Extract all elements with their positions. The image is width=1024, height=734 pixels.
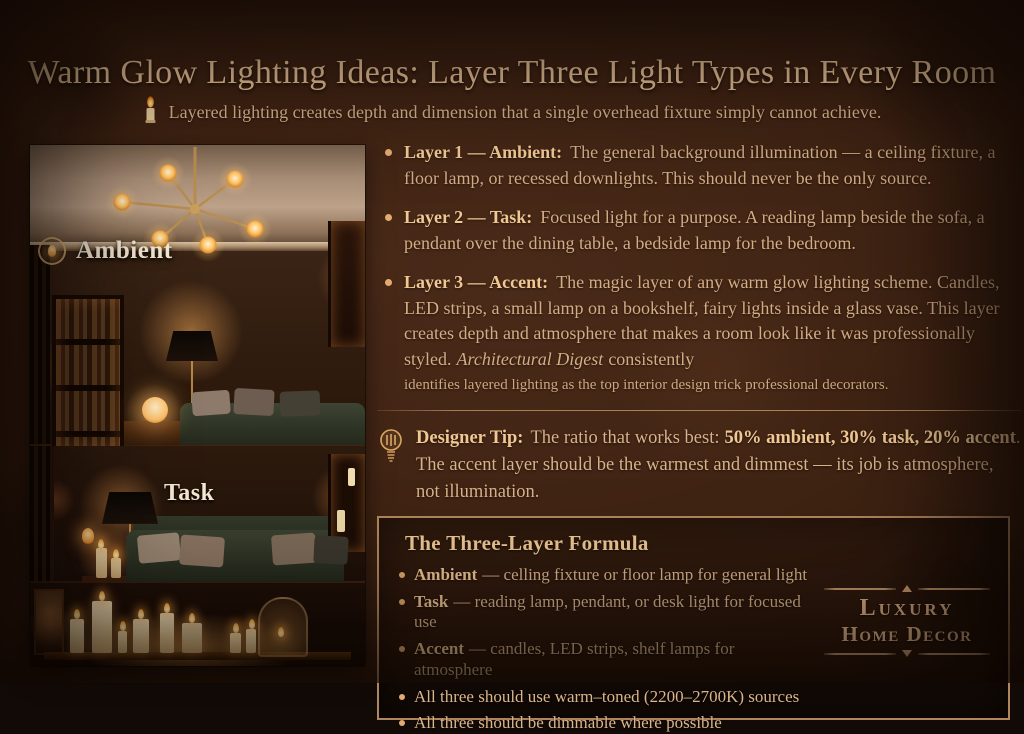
flame — [138, 609, 144, 619]
candle — [92, 601, 112, 653]
citation-architectural-digest: Architectural Digest — [456, 348, 604, 369]
formula-term: Accent — [414, 639, 465, 659]
subtitle-row — [0, 96, 1024, 129]
lightbulb-icon — [379, 428, 403, 507]
formula-desc: — celling fixture or floor lamp for general light — [482, 565, 808, 584]
tip-heading: Designer Tip: — [416, 428, 524, 448]
logo-ornament-top — [824, 585, 990, 592]
layer-2-body: Focused light for a purpose. A reading lamp beside the sofa, a pendant over the dining table, a bedside lamp for the bedroom. — [404, 207, 985, 253]
bullet-dot — [385, 279, 392, 286]
tip-rest: . The accent layer should be the warmest and dimmest — its job is atmosphere, not illumination. — [416, 428, 1021, 503]
flame — [278, 627, 284, 637]
pillow — [280, 390, 321, 416]
flame — [99, 591, 105, 601]
formula-list — [397, 565, 809, 734]
logo-ornament-bottom — [824, 650, 990, 657]
layer-list — [383, 140, 1015, 411]
formula-heading: The Three-Layer Formula — [405, 531, 649, 555]
bullet-dot — [399, 572, 405, 578]
candle-glass — [182, 623, 202, 653]
layer-1-heading: Layer 1 — Ambient: — [404, 142, 563, 162]
ambient-label: Ambient — [76, 237, 173, 264]
formula-item — [397, 592, 809, 633]
photo-task-room — [30, 446, 365, 581]
flame — [74, 609, 80, 619]
designer-tip — [379, 425, 1021, 507]
bookshelf — [52, 295, 124, 451]
formula-item — [397, 639, 809, 680]
luxury-home-decor-logo — [822, 582, 992, 660]
curtain — [30, 245, 50, 444]
bullet-dot — [385, 149, 392, 156]
layer-3-footnote: identifies layered lighting as the top interior design trick professional decorators. — [404, 377, 889, 394]
bullet-dot — [385, 214, 392, 221]
globe-table-lamp — [142, 397, 168, 423]
flame — [164, 603, 170, 613]
flame — [113, 549, 119, 559]
photo-accent-candles — [30, 583, 365, 666]
candle — [118, 631, 127, 653]
pillow — [313, 535, 348, 565]
glass-cloche — [258, 597, 308, 657]
candle — [348, 468, 355, 486]
layer-3-heading: Layer 3 — Accent: — [404, 272, 549, 293]
bulb-circle-icon — [38, 237, 66, 265]
task-lamp-shade — [102, 492, 158, 524]
candle — [96, 548, 107, 578]
bullet-dot — [399, 694, 405, 700]
layer-1-item — [383, 140, 1015, 191]
candle — [111, 558, 121, 578]
pillow — [137, 532, 181, 564]
formula-term: Task — [414, 591, 449, 611]
task-label: Task — [164, 479, 215, 506]
layer-3-body: The magic layer of any warm glow lighting scheme. Candles, LED strips, a small lamp on a bookshelf, fairy lights inside a glass vase. This layer creates depth and atmosphere that makes a room look like it was professionally styled. — [404, 272, 1000, 369]
layer-1-body: The general background illumination — a ceiling fixture, a floor lamp, or recessed downlights. This should never be the only source. — [404, 142, 996, 188]
formula-item — [397, 687, 809, 708]
bullet-dot — [399, 599, 405, 605]
logo-line-1: Luxury — [859, 595, 955, 621]
pillow — [191, 390, 231, 417]
citation-suffix: consistently — [608, 348, 695, 369]
candle — [337, 510, 345, 532]
formula-desc: — reading lamp, pendant, or desk light for focused use — [414, 591, 801, 632]
tip-ratio: 50% ambient, 30% task, 20% accent — [724, 428, 1016, 448]
flame — [233, 623, 239, 633]
pillow — [179, 534, 225, 567]
bullet-dot — [399, 720, 405, 726]
photo-ambient-room — [30, 145, 365, 444]
candle — [246, 629, 256, 653]
flame — [98, 539, 104, 549]
logo-line-2: Home Decor — [841, 622, 973, 646]
formula-desc: — candles, LED strips, shelf lamps for atmosphere — [414, 639, 735, 679]
candle — [160, 613, 174, 653]
layer-2-item — [383, 205, 1015, 256]
bullet-dot — [399, 646, 405, 652]
photo-collage — [30, 145, 365, 666]
triangle-up-icon — [902, 585, 912, 592]
ambient-label-row — [38, 237, 173, 265]
formula-desc: All three should be dimmable where possible — [414, 713, 722, 733]
tip-text — [416, 425, 1021, 507]
formula-desc: All three should use warm–toned (2200–2700K) sources — [414, 686, 800, 706]
floor-lamp-shade — [166, 331, 218, 361]
candle — [70, 619, 84, 653]
page-title: Warm Glow Lighting Ideas: Layer Three Light Types in Every Room — [27, 53, 997, 91]
flame — [120, 621, 126, 631]
pillow — [271, 532, 317, 565]
flame — [249, 619, 255, 629]
formula-item — [397, 713, 809, 734]
triangle-down-icon — [902, 650, 912, 657]
pillow — [233, 388, 274, 416]
layer-2-heading: Layer 2 — Task: — [404, 207, 533, 228]
section-divider — [377, 410, 1022, 411]
formula-term: Ambient — [414, 565, 478, 584]
candle-icon — [143, 96, 158, 129]
shelf-niche — [328, 221, 365, 347]
three-layer-formula-box — [377, 516, 1010, 733]
layer-3-item — [383, 270, 1015, 396]
wood-slats — [30, 446, 54, 581]
subtitle-text: Layered lighting creates depth and dimension that a single overhead fixture simply cannot achieve. — [168, 102, 882, 122]
flame — [189, 613, 195, 623]
framed-mirror — [34, 589, 64, 655]
formula-item — [397, 565, 809, 586]
edison-bulb — [82, 528, 94, 544]
tip-lead: The ratio that works best: — [530, 428, 720, 448]
candle — [230, 633, 241, 653]
candle — [133, 619, 149, 653]
